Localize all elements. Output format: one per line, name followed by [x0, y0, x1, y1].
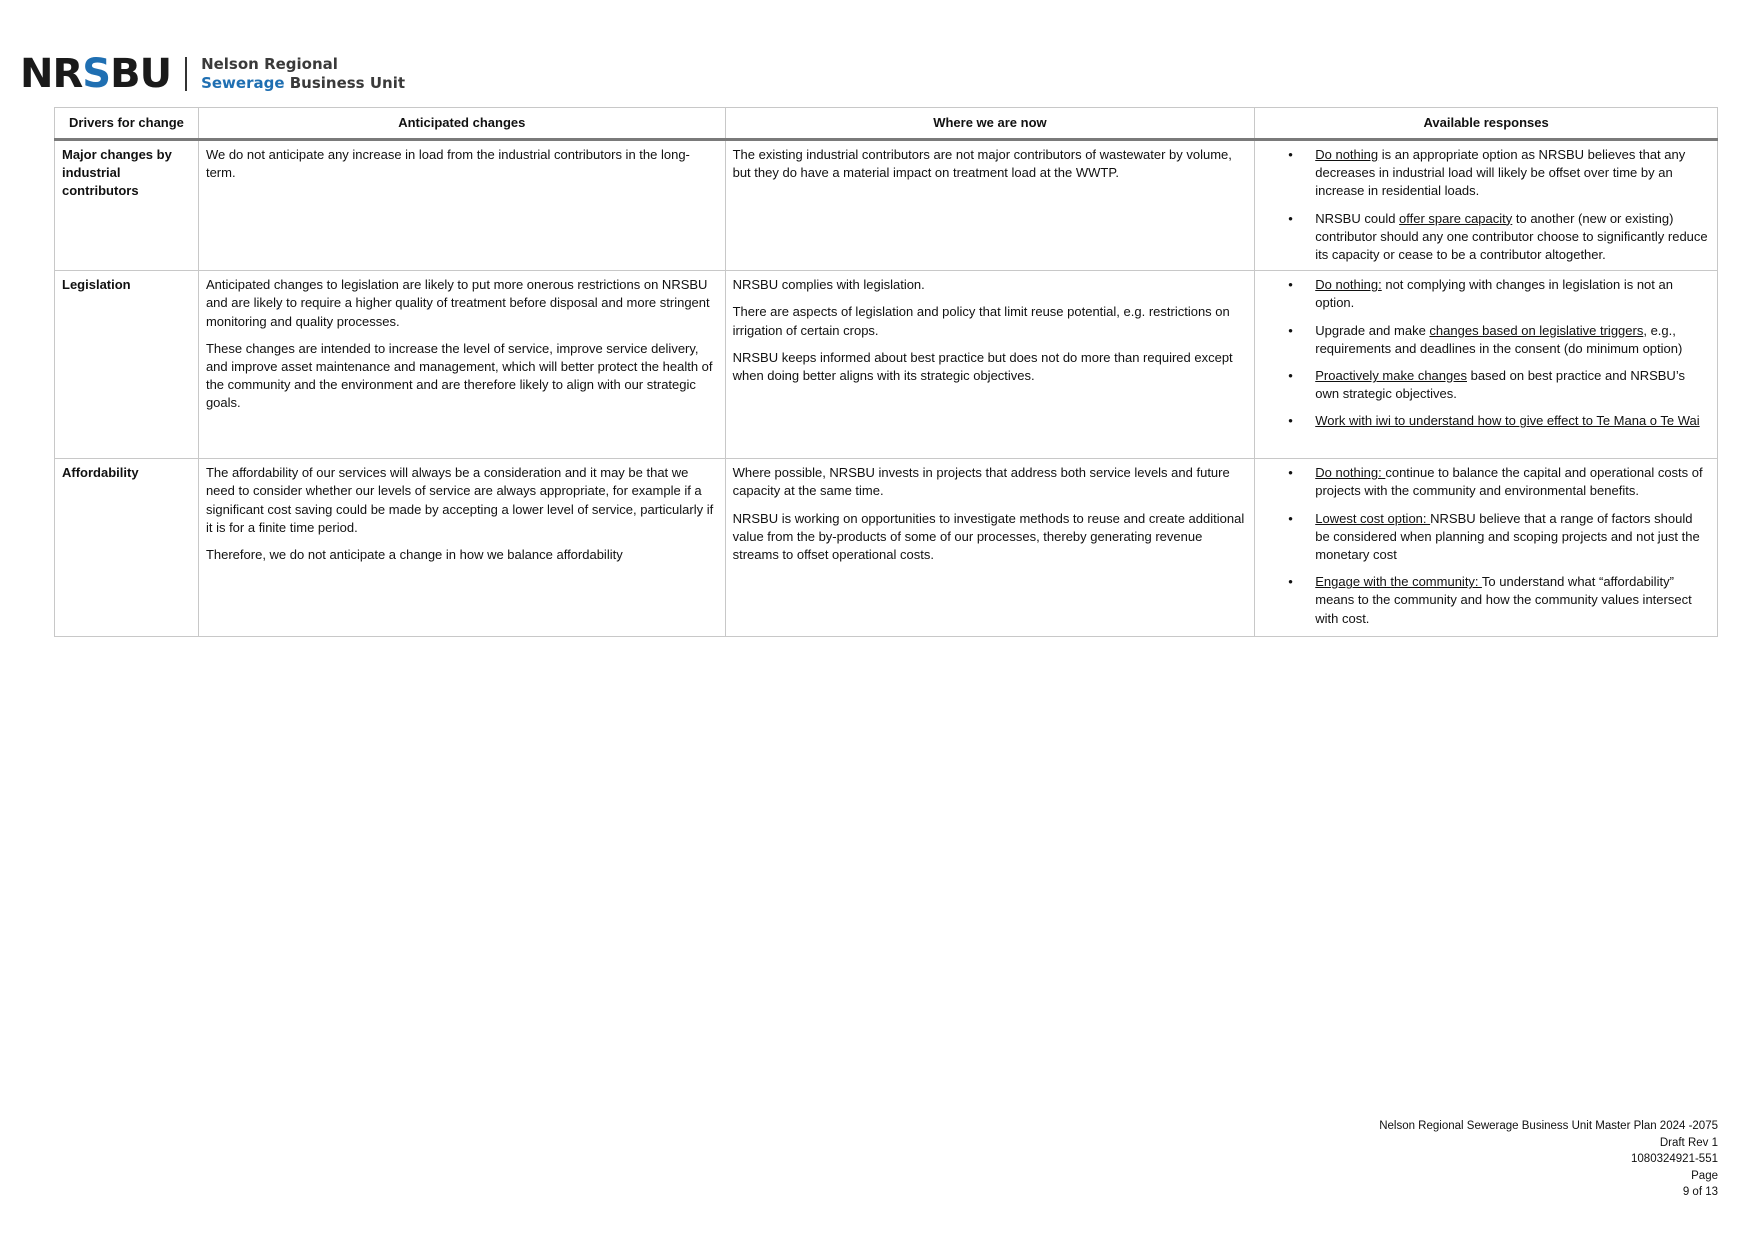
header-drivers: Drivers for change [55, 108, 199, 140]
response-item: • Work with iwi to understand how to give effect to Te Mana o Te Wai [1315, 412, 1710, 430]
driver-cell: Legislation [55, 271, 199, 459]
logo-text: Nelson Regional Sewerage Business Unit [201, 55, 406, 92]
table-row [55, 459, 1718, 637]
nrsbu-logo [20, 52, 405, 96]
driver-cell: Major changes by industrial contributors [55, 140, 199, 271]
now-cell: The existing industrial contributors are not major contributors of wastewater by volume, but they do have a material impact on treatment load at the WWTP. [725, 140, 1255, 271]
response-item: • Do nothing is an appropriate option as NRSBU believes that any decreases in industrial load will likely be offset over time by an increase in residential loads. [1315, 146, 1710, 201]
anticipated-cell: The affordability of our services will always be a consideration and it may be that we need to consider whether our levels of service are always appropriate, for example if a significant cost saving could be made by accepting a lower level of service, particularly if it is for a finite time period. Therefore, we do not anticipate a change in how we balance affordability [198, 459, 725, 637]
response-item: • Proactively make changes based on best practice and NRSBU’s own strategic objectives. [1315, 367, 1710, 403]
drivers-table [54, 107, 1718, 637]
response-item: • NRSBU could offer spare capacity to another (new or existing) contributor should any one contributor choose to significantly reduce its capacity or cease to be a contributor altogether. [1315, 210, 1710, 265]
responses-cell [1255, 140, 1718, 271]
header-now: Where we are now [725, 108, 1255, 140]
now-cell: Where possible, NRSBU invests in projects that address both service levels and future capacity at the same time. NRSBU is working on opportunities to investigate methods to reuse and create additional value from the by-products of some of our processes, thereby generating revenue streams to offset operational costs. [725, 459, 1255, 637]
response-item: • Upgrade and make changes based on legislative triggers, e.g., requirements and deadlines in the consent (do minimum option) [1315, 322, 1710, 358]
anticipated-cell: We do not anticipate any increase in load from the industrial contributors in the long-term. [198, 140, 725, 271]
header-anticipated: Anticipated changes [198, 108, 725, 140]
driver-cell: Affordability [55, 459, 199, 637]
footer-title: Nelson Regional Sewerage Business Unit Master Plan 2024 -2075 [1379, 1120, 1718, 1132]
responses-cell [1255, 459, 1718, 637]
logo-divider [185, 57, 187, 91]
footer-page-number: 9 of 13 [1682, 1186, 1718, 1198]
logo-mark: NRSBU [20, 51, 172, 97]
response-item: • Engage with the community: To understand what “affordability” means to the community and how the community values intersect with cost. [1315, 573, 1710, 628]
anticipated-cell: Anticipated changes to legislation are likely to put more onerous restrictions on NRSBU and are likely to require a higher quality of treatment before disposal and more stringent monitoring and quality processes. These changes are intended to increase the level of service, improve service delivery, and improve asset maintenance and management, which will better protect the health of the community and the environment and are therefore likely to align with our strategic goals. [198, 271, 725, 459]
table-row [55, 271, 1718, 459]
header-responses: Available responses [1255, 108, 1718, 140]
footer-doc-number: 1080324921-551 [1631, 1153, 1718, 1165]
page-footer [1379, 1118, 1718, 1201]
table-row [55, 140, 1718, 271]
response-item: • Do nothing: not complying with changes in legislation is not an option. [1315, 276, 1710, 312]
response-item: • Lowest cost option: NRSBU believe that a range of factors should be considered when planning and scoping projects and not just the monetary cost [1315, 510, 1710, 565]
response-item: • Do nothing: continue to balance the capital and operational costs of projects with the community and environmental benefits. [1315, 464, 1710, 500]
responses-cell [1255, 271, 1718, 459]
table-header-row [55, 108, 1718, 140]
footer-revision: Draft Rev 1 [1659, 1136, 1718, 1149]
footer-page-label: Page [1691, 1169, 1718, 1182]
now-cell: NRSBU complies with legislation. There are aspects of legislation and policy that limit reuse potential, e.g. restrictions on irrigation of certain crops. NRSBU keeps informed about best practice but does not do more than required except when doing better aligns with its strategic objectives. [725, 271, 1255, 459]
